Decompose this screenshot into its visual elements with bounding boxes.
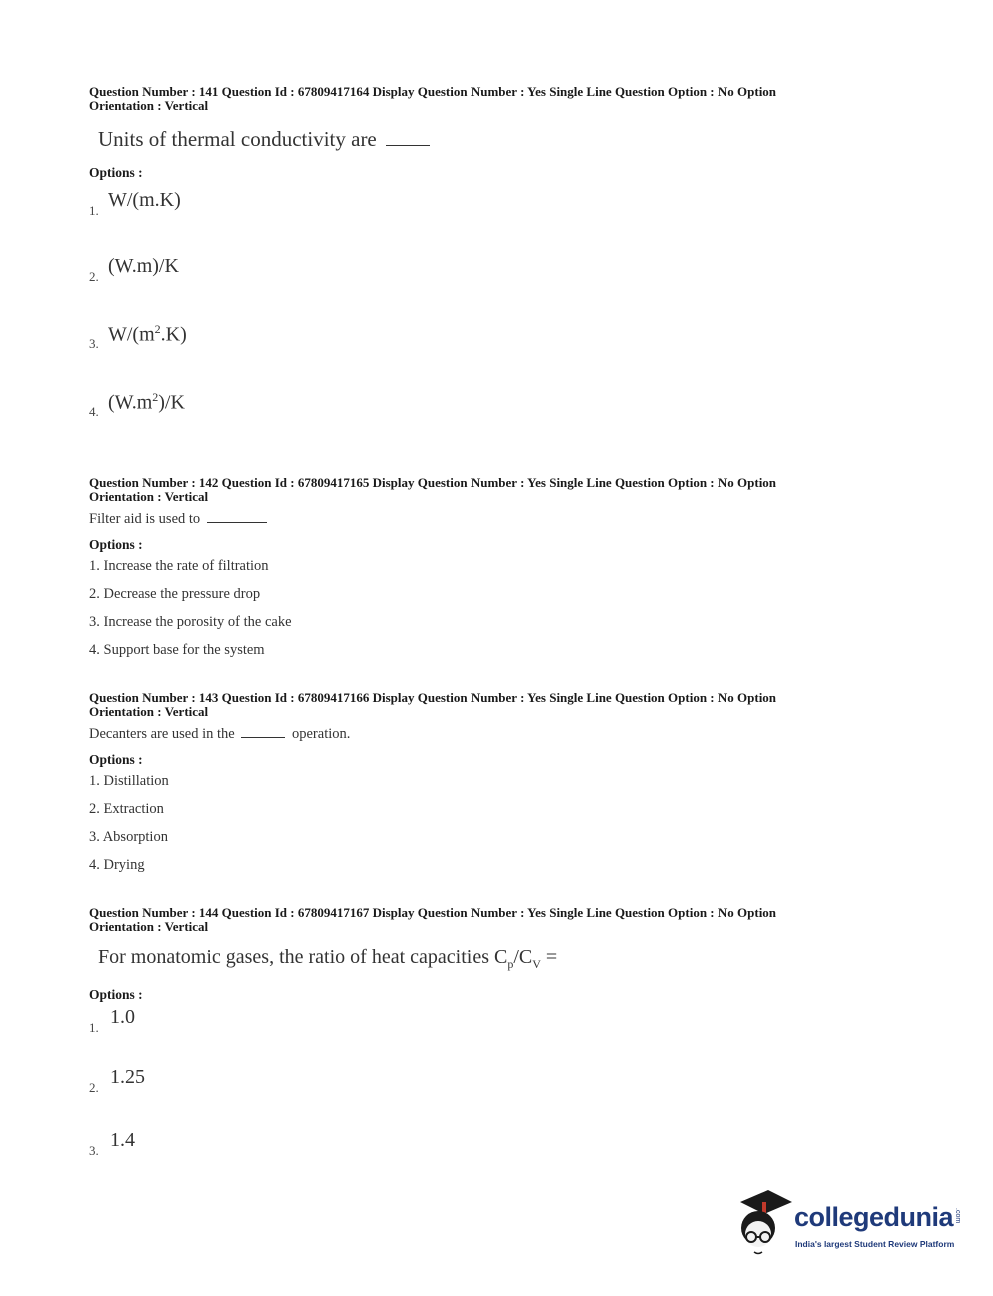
option-number: 3. <box>89 1143 99 1158</box>
question-text <box>98 127 430 152</box>
question-text-content: operation. <box>292 726 351 742</box>
answer-blank <box>386 144 430 146</box>
option-number: 2. <box>89 269 99 284</box>
option-number: 1. <box>89 203 99 218</box>
question-text-content: /C <box>513 946 533 968</box>
option-number: 2. <box>89 1080 99 1095</box>
question-text-content: Filter aid is used to <box>89 511 201 527</box>
option-3: 3. Absorption <box>89 829 168 845</box>
option-4: 4. Drying <box>89 857 145 873</box>
question-text <box>89 511 267 528</box>
meta-line-1: Question Number : 143 Question Id : 67809417166 Display Question Number : Yes Single Line Question Option : No Option <box>89 690 777 705</box>
superscript: 2 <box>154 322 161 336</box>
question-text <box>98 946 557 972</box>
option-1 <box>89 189 589 219</box>
options-label: Options : <box>89 987 143 1002</box>
option-2: 2. Decrease the pressure drop <box>89 586 261 602</box>
meta-line-1: Question Number : 141 Question Id : 67809417164 Display Question Number : Yes Single Line Question Option : No Option <box>89 84 777 99</box>
meta-line-2: Orientation : Vertical <box>89 489 209 504</box>
option-value: 1.4 <box>110 1129 135 1151</box>
meta-line-2: Orientation : Vertical <box>89 98 209 113</box>
question-text-content: = <box>540 946 558 968</box>
question-text-content: Units of thermal conductivity are <box>98 127 377 151</box>
superscript: 2 <box>152 390 159 404</box>
question-meta <box>89 476 889 504</box>
question-142 <box>89 476 889 666</box>
option-value <box>108 189 181 212</box>
option-3: 3. Increase the porosity of the cake <box>89 614 292 630</box>
option-3 <box>89 322 589 352</box>
question-meta <box>89 906 889 934</box>
logo-domain: .com <box>954 1208 961 1224</box>
question-143 <box>89 691 889 881</box>
option-1: 1. Increase the rate of filtration <box>89 558 269 574</box>
option-2 <box>89 1066 589 1096</box>
options-label: Options : <box>89 752 143 767</box>
meta-line-2: Orientation : Vertical <box>89 704 209 719</box>
collegedunia-logo <box>734 1188 964 1258</box>
option-2: 2. Extraction <box>89 801 164 817</box>
option-number: 3. <box>89 336 99 351</box>
option-value <box>108 255 179 278</box>
meta-line-1: Question Number : 142 Question Id : 67809417165 Display Question Number : Yes Single Line Question Option : No Option <box>89 475 777 490</box>
mascot-icon <box>734 1188 794 1258</box>
question-144 <box>89 906 889 1166</box>
question-text-content: Decanters are used in the <box>89 726 235 742</box>
option-value: 1.0 <box>110 1006 135 1028</box>
answer-blank <box>207 521 267 523</box>
option-value <box>108 322 187 347</box>
option-value <box>108 390 185 415</box>
logo-tagline: India's largest Student Review Platform <box>795 1239 955 1249</box>
option-number: 4. <box>89 404 99 419</box>
option-2 <box>89 255 589 285</box>
option-text: .K) <box>160 323 187 346</box>
options-label: Options : <box>89 537 143 552</box>
options-label: Options : <box>89 165 143 180</box>
option-number: 1. <box>89 1020 99 1035</box>
option-value: 1.25 <box>110 1066 145 1088</box>
subscript: p <box>507 957 514 971</box>
option-1 <box>89 1006 589 1036</box>
option-text: )/K <box>158 391 185 414</box>
subscript: V <box>532 957 541 971</box>
option-1: 1. Distillation <box>89 773 169 789</box>
option-text: W/(m.K) <box>108 189 181 211</box>
question-meta <box>89 691 889 719</box>
option-4: 4. Support base for the system <box>89 642 265 658</box>
answer-blank <box>241 736 285 738</box>
question-meta <box>89 85 889 113</box>
option-4 <box>89 390 589 420</box>
meta-line-1: Question Number : 144 Question Id : 67809417167 Display Question Number : Yes Single Line Question Option : No Option <box>89 905 777 920</box>
logo-wordmark: collegedunia <box>794 1202 954 1232</box>
option-text: (W.m)/K <box>108 255 179 277</box>
question-text-content: For monatomic gases, the ratio of heat capacities C <box>98 946 508 968</box>
question-141 <box>89 85 889 425</box>
question-text <box>89 726 350 743</box>
meta-line-2: Orientation : Vertical <box>89 919 209 934</box>
option-3 <box>89 1129 589 1159</box>
option-text: W/(m <box>108 323 155 346</box>
option-text: (W.m <box>108 391 153 414</box>
